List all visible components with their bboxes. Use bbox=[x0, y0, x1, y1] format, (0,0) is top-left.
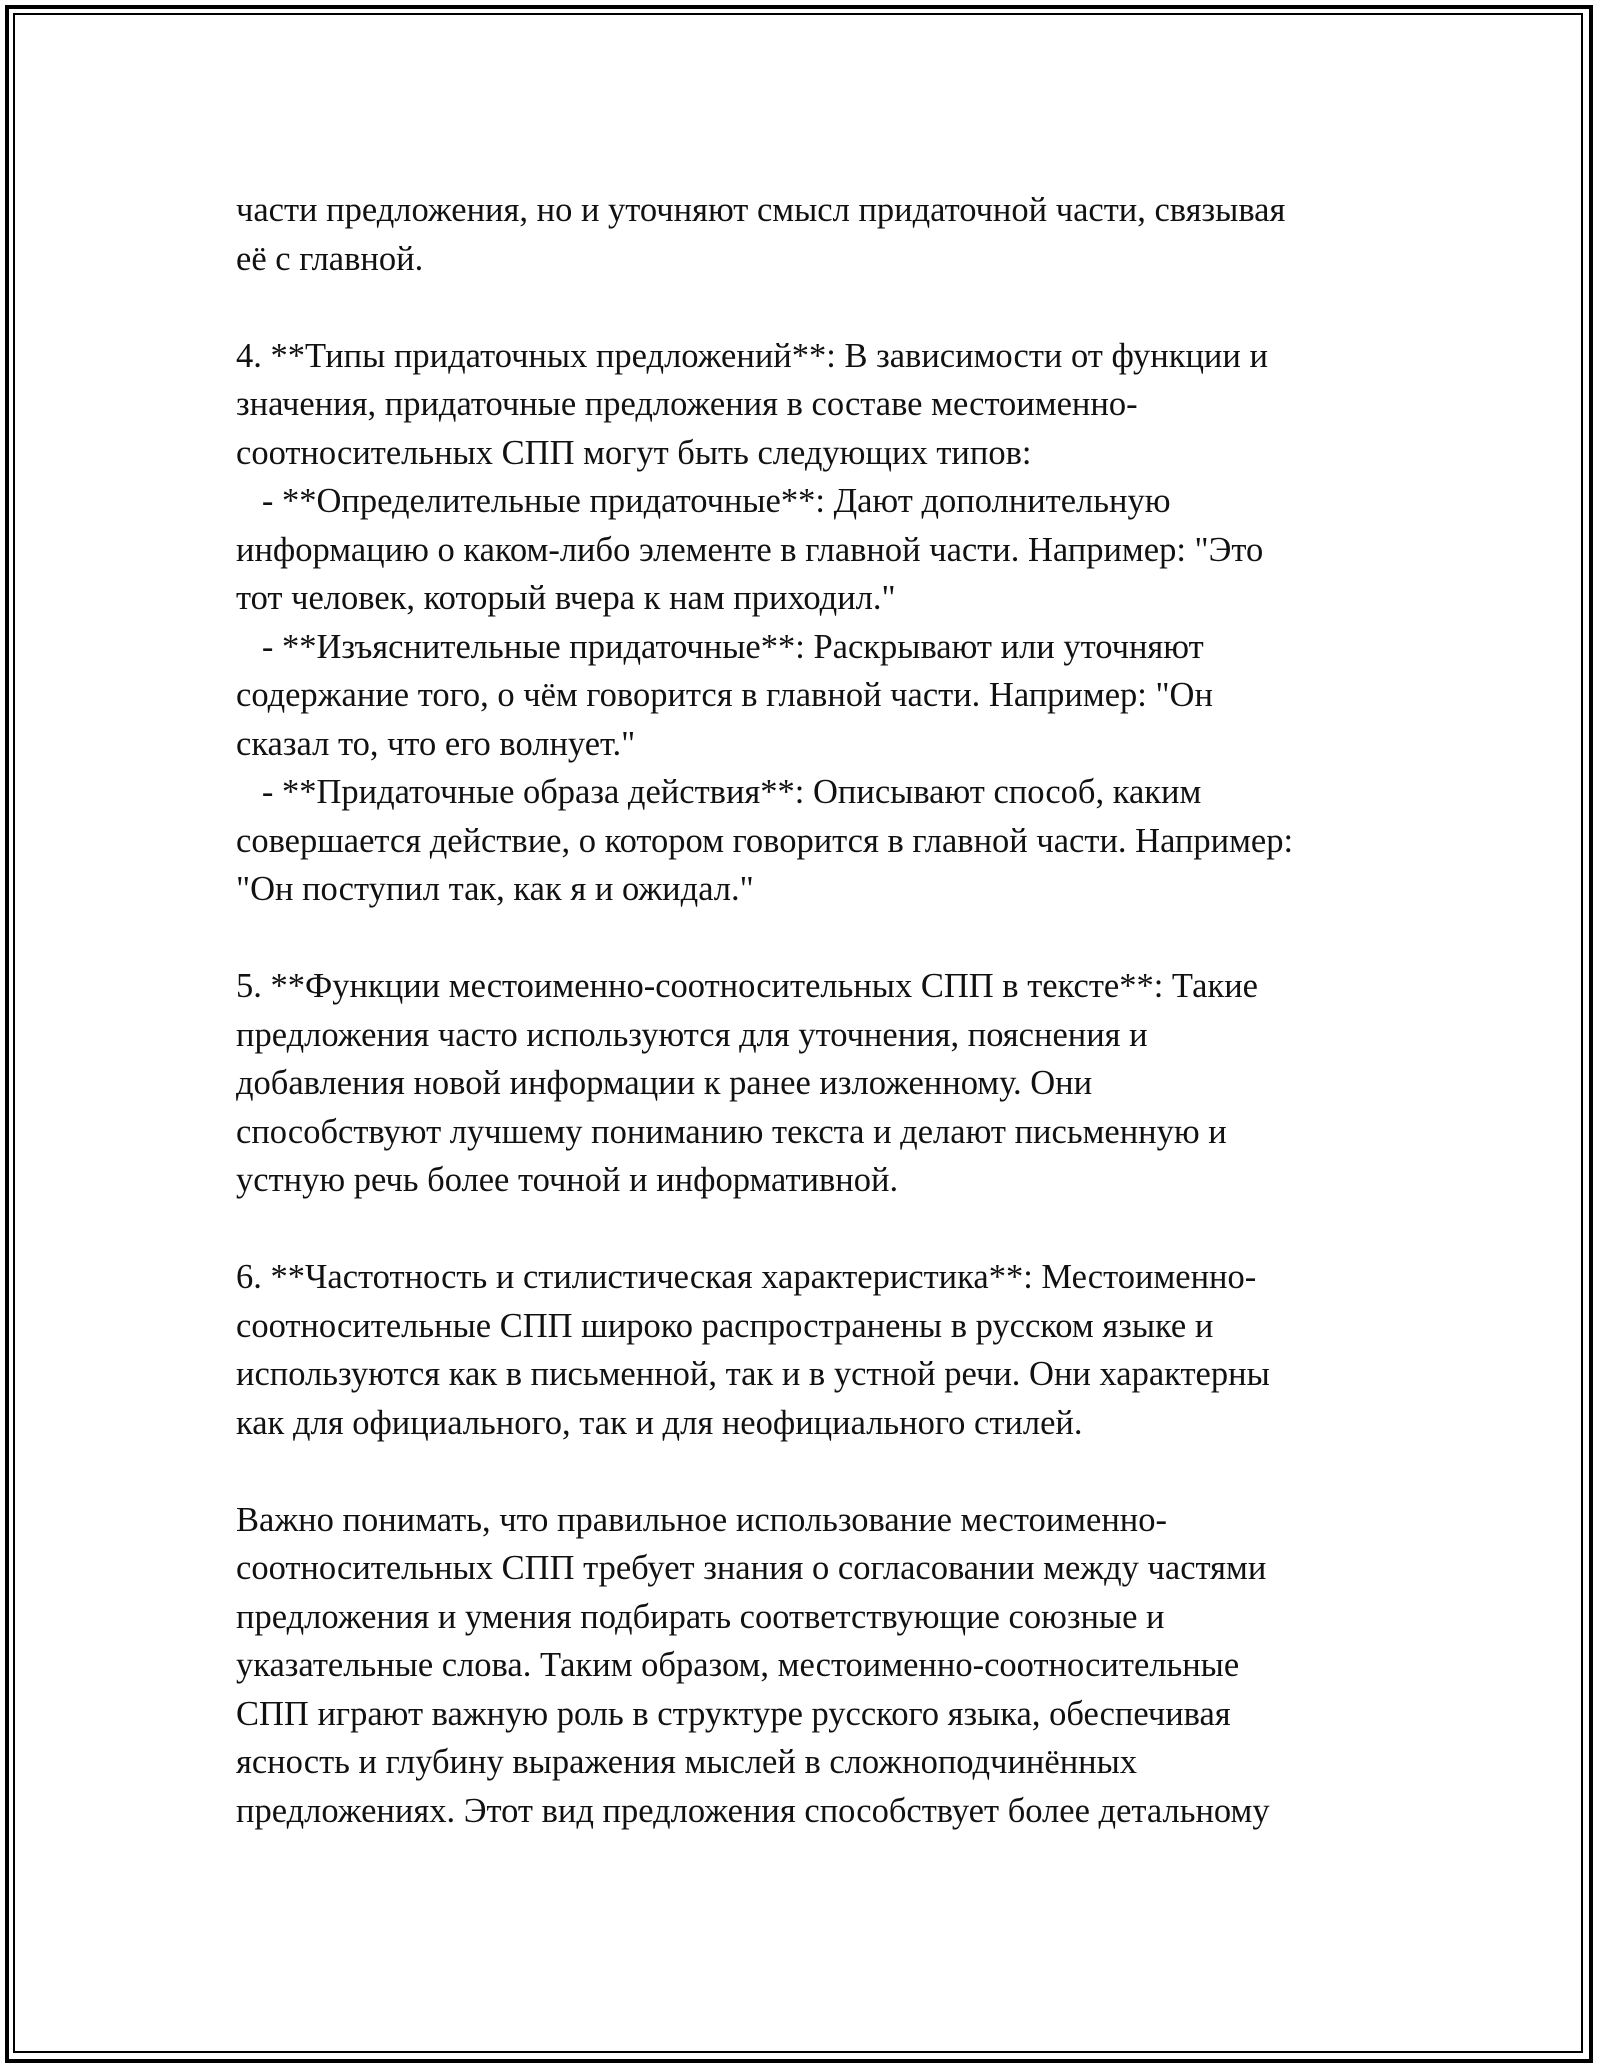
text-line: 6. **Частотность и стилистическая характеристика**: Местоименно- bbox=[236, 1258, 1257, 1296]
text-line: соотносительных СПП могут быть следующих типов: bbox=[236, 433, 1032, 472]
text-line: сказал то, что его волнует." bbox=[236, 724, 636, 763]
text-line: ясность и глубину выражения мыслей в сложноподчинённых bbox=[236, 1743, 1138, 1781]
blank-line bbox=[236, 1447, 1386, 1496]
text-line: указательные слова. Таким образом, местоименно-соотносительные bbox=[236, 1646, 1240, 1684]
text-line: СПП играют важную роль в структуре русского языка, обеспечивая bbox=[236, 1694, 1231, 1733]
blank-line bbox=[236, 1205, 1386, 1254]
text-line: соотносительных СПП требует знания о согласовании между частями bbox=[236, 1549, 1267, 1587]
text-line: предложения и умения подбирать соответствующие союзные и bbox=[236, 1597, 1165, 1636]
blank-line bbox=[236, 283, 1386, 332]
text-line: способствуют лучшему пониманию текста и делают письменную и bbox=[236, 1112, 1227, 1151]
text-line: соотносительные СПП широко распространены в русском языке и bbox=[236, 1306, 1214, 1345]
text-line: её с главной. bbox=[236, 239, 424, 278]
text-line: предложения часто используются для уточнения, пояснения и bbox=[236, 1015, 1148, 1054]
text-line: 5. **Функции местоименно-соотносительных СПП в тексте**: Такие bbox=[236, 967, 1258, 1005]
text-line: совершается действие, о котором говорится в главной части. Например: bbox=[236, 821, 1294, 860]
text-line: - **Изъяснительные придаточные**: Раскрывают или уточняют bbox=[236, 627, 1204, 666]
text-line: тот человек, который вчера к нам приходил." bbox=[236, 579, 896, 617]
text-line: как для официального, так и для неофициального стилей. bbox=[236, 1403, 1083, 1442]
text-line: "Он поступил так, как я и ожидал." bbox=[236, 870, 754, 908]
text-line: содержание того, о чём говорится в главной части. Например: "Он bbox=[236, 676, 1213, 714]
blank-line bbox=[236, 914, 1386, 963]
text-line: - **Придаточные образа действия**: Описывают способ, каким bbox=[236, 773, 1202, 811]
text-line: предложениях. Этот вид предложения способствует более детальному bbox=[236, 1791, 1270, 1830]
text-line: добавления новой информации к ранее изложенному. Они bbox=[236, 1064, 1093, 1102]
document-body bbox=[236, 186, 1386, 1835]
text-line: части предложения, но и уточняют смысл придаточной части, связывая bbox=[236, 191, 1286, 229]
text-line: устную речь более точной и информативной. bbox=[236, 1161, 899, 1199]
text-line: 4. **Типы придаточных предложений**: В зависимости от функции и bbox=[236, 336, 1268, 375]
text-line: информацию о каком-либо элементе в главной части. Например: "Это bbox=[236, 530, 1264, 569]
text-line: - **Определительные придаточные**: Дают дополнительную bbox=[236, 482, 1171, 520]
text-line: используются как в письменной, так и в устной речи. Они характерны bbox=[236, 1355, 1270, 1393]
text-line: Важно понимать, что правильное использование местоименно- bbox=[236, 1500, 1167, 1539]
text-line: значения, придаточные предложения в составе местоименно- bbox=[236, 385, 1138, 423]
